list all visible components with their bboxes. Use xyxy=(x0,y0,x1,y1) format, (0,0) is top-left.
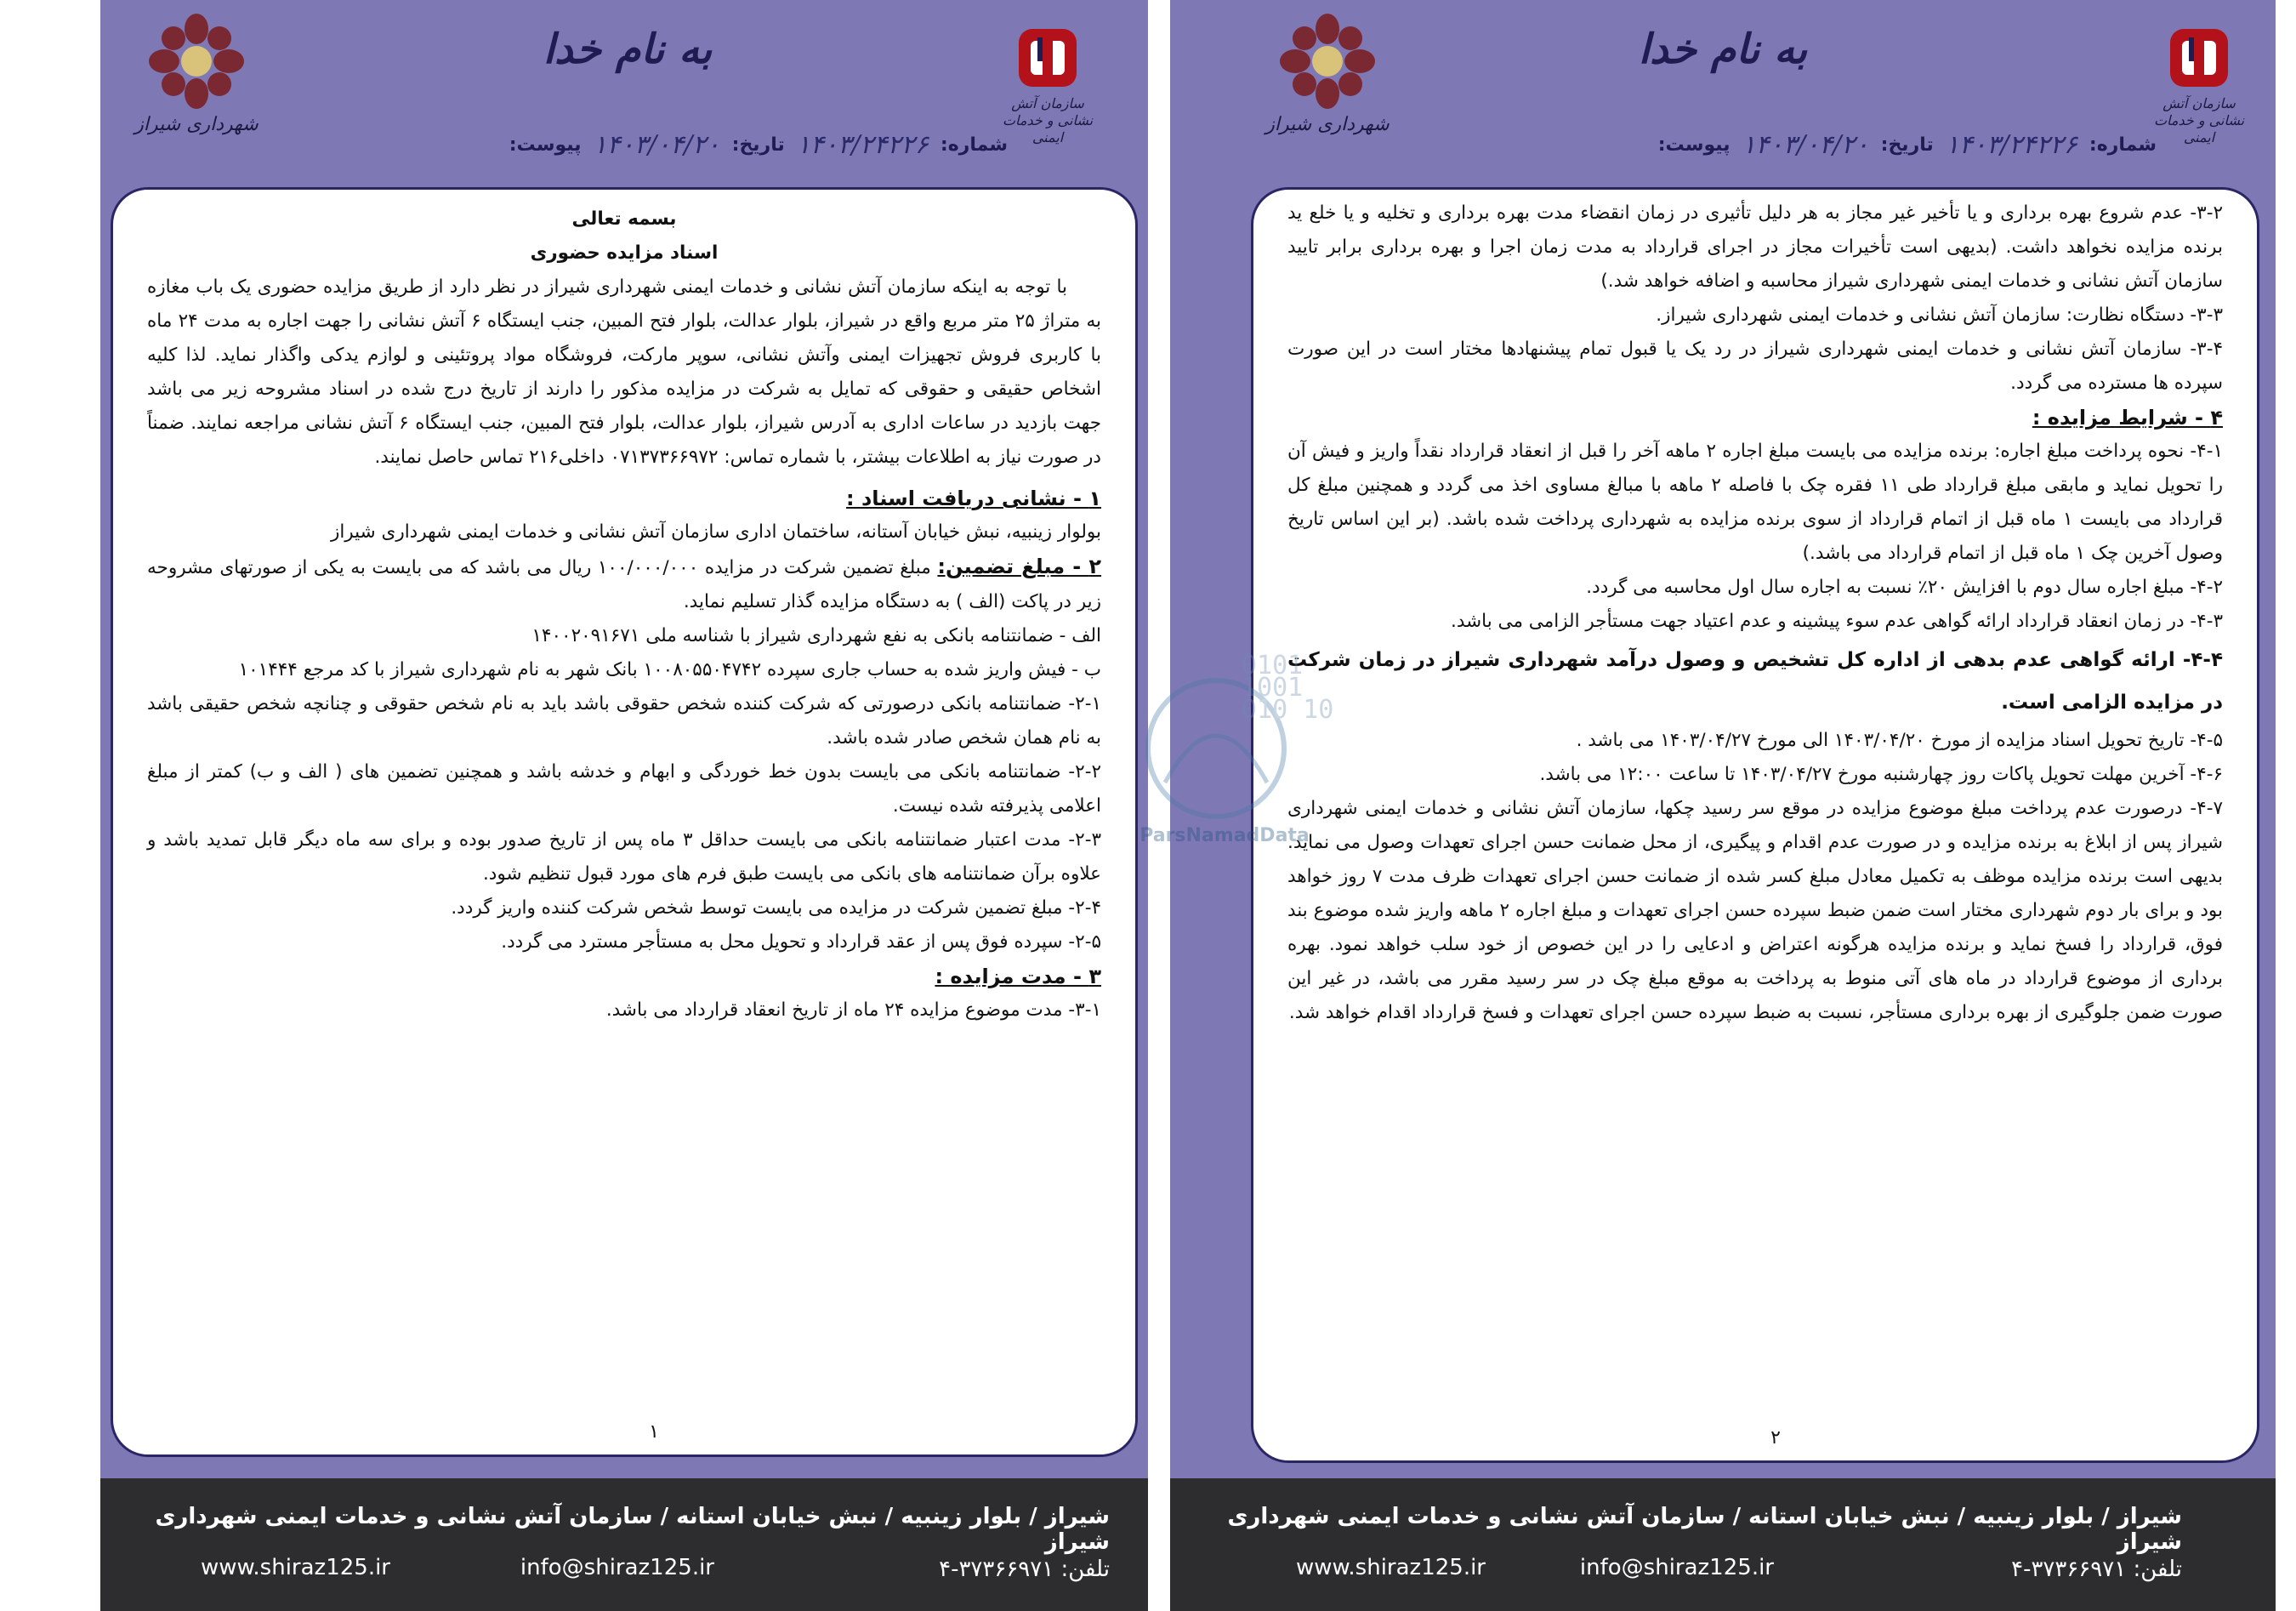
section-2-option-a: الف - ضمانتنامه بانکی به نفع شهرداری شیراز با شناسه ملی ۱۴۰۰۲۰۹۱۶۷۱ xyxy=(531,625,1101,646)
date-label: تاریخ: xyxy=(1880,134,1934,156)
date-label: تاریخ: xyxy=(731,134,785,156)
fire-org-logo xyxy=(2148,24,2250,146)
footer-address: شیراز / بلوار زینبیه / نبش خیابان استانه / سازمان آتش نشانی و خدمات ایمنی شهرداری شیراز xyxy=(155,1504,1110,1555)
fire-org-logo-icon xyxy=(1014,24,1082,92)
footer-address: شیراز / بلوار زینبیه / نبش خیابان استانه / سازمان آتش نشانی و خدمات ایمنی شهرداری شیراز xyxy=(1227,1504,2182,1555)
shiraz-municipality-logo-icon xyxy=(1272,10,1383,112)
municipality-name: شهرداری شیراز xyxy=(134,114,259,135)
section-4-title: ۴ - شرایط مزایده : xyxy=(2032,406,2223,430)
footer-phone xyxy=(2011,1557,2182,1582)
number-label: شماره: xyxy=(2089,134,2157,156)
fire-org-logo xyxy=(997,24,1099,146)
clause-4-1: ۴-۱- نحوه پرداخت مبلغ اجاره: برنده مزایده می بایست مبلغ اجاره ۲ ماهه آخر را قبل از انعقاد قرارداد نقداً واریز و فیش آن را تحویل نماید و مابقی مبلغ قرارداد طی ۱۱ فقره چک با فاصله ۲ ماهه با مبالغ مساوی اخذ می گردد و همچنین مبلغ کل قرارداد می بایست ۱ ماه قبل از اتمام قرارداد از سوی برنده مزایده به شهرداری پرداخت شده باشد. (بر این اساس تاریخ وصول آخرین چک ۱ ماه قبل از اتمام قرارداد می باشد.) xyxy=(1287,441,2224,564)
municipality-name: شهرداری شیراز xyxy=(1265,114,1390,135)
clause-4-3: ۴-۳- در زمان انعقاد قرارداد ارائه گواهی عدم سوء پیشینه و عدم اعتیاد جهت مستأجر الزامی می باشد. xyxy=(1451,611,2223,632)
footer-email[interactable]: info@shiraz125.ir xyxy=(520,1555,714,1580)
document-title: اسناد مزایده حضوری xyxy=(530,242,719,264)
footer-email[interactable]: info@shiraz125.ir xyxy=(1579,1555,1774,1580)
clause-4-5: ۴-۵- تاریخ تحویل اسناد مزایده از مورخ ۱۴۰۳/۰۴/۲۰ الی مورخ ۱۴۰۳/۰۴/۲۷ می باشد . xyxy=(1576,730,2223,751)
basmala: به نام خدا xyxy=(543,26,713,73)
municipality-logo xyxy=(1264,10,1391,135)
section-1-title: ۱ - نشانی دریافت اسناد : xyxy=(846,487,1101,510)
letter-number: ۱۴۰۳/۲۴۲۲۶ xyxy=(796,129,929,160)
letter-body xyxy=(111,187,1138,1457)
letterhead xyxy=(100,0,1148,183)
letter-number: ۱۴۰۳/۲۴۲۲۶ xyxy=(1945,129,2077,160)
letter-meta xyxy=(1658,128,2157,162)
invocation: بسمه تعالی xyxy=(571,208,677,230)
clause-2-3: ۲-۳- مدت اعتبار ضمانتنامه بانکی می بایست حداقل ۳ ماه پس از تاریخ صدور بوده و برای سه ماه دیگر قابل تمدید باشد و علاوه برآن ضمانتنامه های بانکی می بایست طبق فرم های مورد قبول تنظیم شود. xyxy=(147,829,1101,885)
clause-3-3: ۳-۳- دستگاه نظارت: سازمان آتش نشانی و خدمات ایمنی شهرداری شیراز. xyxy=(1656,305,2223,326)
letter-footer xyxy=(1170,1478,2276,1611)
page-number: ۲ xyxy=(1770,1427,1781,1449)
phone-label: تلفن: xyxy=(1060,1557,1110,1582)
letter-date: ۱۴۰۳/۰۴/۲۰ xyxy=(593,129,720,160)
fire-org-logo-icon xyxy=(2165,24,2233,92)
letter-footer xyxy=(100,1478,1148,1611)
letter-meta xyxy=(509,128,1008,162)
clause-3-2: ۳-۲- عدم شروع بهره برداری و یا تأخیر غیر مجاز به هر دلیل تأثیری در زمان انقضاء مدت بهره برداری و تخلیه و یا خلع ید برنده مزایده نخواهد داشت. (بدیهی است تأخیرات مجاز در اجرای قرارداد به مدت زمان اجرا و بهره برداری برابر تایید سازمان آتش نشانی و خدمات ایمنی شهرداری شیراز محاسبه و اضافه خواهد شد.) xyxy=(1287,202,2223,292)
letter-date: ۱۴۰۳/۰۴/۲۰ xyxy=(1742,129,1869,160)
municipality-logo xyxy=(133,10,260,135)
basmala: به نام خدا xyxy=(1638,26,1808,73)
attachment-label: پیوست: xyxy=(509,134,582,156)
letterhead xyxy=(1170,0,2276,183)
clause-2-2: ۲-۲- ضمانتنامه بانکی می بایست بدون خط خوردگی و ابهام و خدشه باشد و همچنین تضمین های ( الف و ب) کمتر از مبلغ اعلامی پذیرفته شده نیست. xyxy=(147,761,1101,817)
clause-3-4: ۳-۴- سازمان آتش نشانی و خدمات ایمنی شهرداری شیراز در رد یک یا قبول تمام پیشنهادها مختار است در این صورت سپرده ها مسترده می گردد. xyxy=(1287,339,2223,394)
fire-org-name: سازمان آتش نشانی و خدمات ایمنی xyxy=(1002,95,1094,145)
document-page-2 xyxy=(1170,0,2276,1611)
footer-website[interactable]: www.shiraz125.ir xyxy=(201,1555,390,1580)
intro-paragraph: با توجه به اینکه سازمان آتش نشانی و خدمات ایمنی شهرداری شیراز در نظر دارد از طریق مزایده حضوری یک باب مغازه به متراژ ۲۵ متر مربع واقع در شیراز، بلوار عدالت، بلوار فتح المبین، جنب ایستگاه ۶ آتش نشانی را جهت اجاره به مدت ۲۴ ماه با کاربری فروش تجهیزات ایمنی وآتش نشانی، سوپر مارکت، فروشگاه مواد پروتئینی و لوازم یدکی واگذار نماید. لذا کلیه اشخاص حقیقی و حقوقی که تمایل به شرکت در مزایده مذکور را دارند از تاریخ درج شده در اسناد مشروحه زیر می باشد جهت بازدید در ساعات اداری به آدرس شیراز، بلوار عدالت، بلوار فتح المبین، جنب ایستگاه ۶ آتش نشانی مراجعه نمایند. ضمناً در صورت نیاز به اطلاعات بیشتر، با شماره تماس: ۰۷۱۳۷۳۶۶۹۷۲ داخلی۲۱۶ تماس حاصل نمایند. xyxy=(147,276,1102,468)
number-label: شماره: xyxy=(940,134,1008,156)
clause-4-7: ۴-۷- درصورت عدم پرداخت مبلغ موضوع مزایده در موقع سر رسید چکها، سازمان آتش نشانی و خدمات ایمنی شهرداری شیراز پس از ابلاغ به برنده مزایده و در صورت عدم اقدام و پیگیری، از محل ضمانت حسن اجرای تعهدات وصول می نماید. بدیهی است برنده مزایده موظف به تکمیل معادل مبلغ کسر شده از ضمانت حسن اجرای تعهدات ظرف مدت ۷ روز خواهد بود و برای بار دوم شهرداری مختار است ضمن ضبط سپرده حسن اجرای تعهدات و مبلغ اجاره ۲ ماهه واریز شده موضوع بند فوق، قرارداد را فسخ نماید و برنده مزایده هرگونه اعتراض و ادعایی را در این خصوص از خود سلب خواهد نمود. بهره برداری از موضوع قرارداد در ماه های آتی منوط به پرداخت به موقع مبلغ چک در سر رسید مقرر می باشد، در غیر این صورت ضمن جلوگیری از بهره برداری مستأجر، نسبت به ضبط سپرده حسن اجرای تعهدات و فسخ قرارداد اقدام خواهد شد. xyxy=(1287,798,2224,1023)
phone-label: تلفن: xyxy=(2133,1557,2182,1582)
page-number: ۱ xyxy=(649,1421,659,1443)
fire-org-name: سازمان آتش نشانی و خدمات ایمنی xyxy=(2153,95,2245,145)
section-3-title: ۳ - مدت مزایده : xyxy=(935,965,1101,988)
clause-2-4: ۲-۴- مبلغ تضمین شرکت در مزایده می بایست توسط شخص شرکت کننده واریز گردد. xyxy=(451,897,1101,919)
attachment-label: پیوست: xyxy=(1657,134,1731,156)
section-2-option-b: ب - فیش واریز شده به حساب جاری سپرده ۱۰۰۸۰۵۵۰۴۷۴۲ بانک شهر به نام شهرداری شیراز با کد مرجع ۱۰۱۴۴۴ xyxy=(238,659,1101,680)
footer-website[interactable]: www.shiraz125.ir xyxy=(1296,1555,1486,1580)
phone-number: ۳۷۳۶۶۹۷۱-۴ xyxy=(939,1557,1054,1582)
clause-2-1: ۲-۱- ضمانتنامه بانکی درصورتی که شرکت کننده شخص حقوقی باشد باید به نام شخص حقوقی و چنانچه شخص حقیقی باشد به نام همان شخص صادر شده باشد. xyxy=(147,693,1101,749)
section-2-title: ۲ - مبلغ تضمین: xyxy=(937,555,1101,578)
shiraz-municipality-logo-icon xyxy=(141,10,252,112)
clause-4-6: ۴-۶- آخرین مهلت تحویل پاکات روز چهارشنبه مورخ ۱۴۰۳/۰۴/۲۷ تا ساعت ۱۲:۰۰ می باشد. xyxy=(1539,764,2223,785)
section-2-text: مبلغ تضمین شرکت در مزایده ۱۰۰/۰۰۰/۰۰۰ ریال می باشد که می بایست به یکی از صورتهای مشروحه زیر در پاکت (الف ) به دستگاه مزایده گذار تسلیم نماید. xyxy=(147,557,1101,612)
watermark-digits: 0101 1001 010 10 xyxy=(1242,651,1334,725)
footer-phone xyxy=(939,1557,1110,1582)
phone-number: ۳۷۳۶۶۹۷۱-۴ xyxy=(2011,1557,2127,1582)
clause-4-4: ۴-۴- ارائه گواهی عدم بدهی از اداره کل تشخیص و وصول درآمد شهرداری شیراز در زمان شرکت در مزایده الزامی است. xyxy=(1287,649,2223,714)
document-page-1 xyxy=(100,0,1148,1611)
watermark-text: ParsNamadData xyxy=(1139,825,1310,846)
clause-2-5: ۲-۵- سپرده فوق پس از عقد قرارداد و تحویل محل به مستأجر مسترد می گردد. xyxy=(501,931,1101,953)
letter-body xyxy=(1251,187,2259,1463)
clause-3-1: ۳-۱- مدت موضوع مزایده ۲۴ ماه از تاریخ انعقاد قرارداد می باشد. xyxy=(605,999,1101,1021)
clause-4-2: ۴-۲- مبلغ اجاره سال دوم با افزایش ۲۰٪ نسبت به اجاره سال اول محاسبه می گردد. xyxy=(1586,577,2223,598)
section-1-text: بولوار زینبیه، نبش خیابان آستانه، ساختمان اداری سازمان آتش نشانی و خدمات ایمنی شهرداری شیراز xyxy=(330,521,1101,543)
